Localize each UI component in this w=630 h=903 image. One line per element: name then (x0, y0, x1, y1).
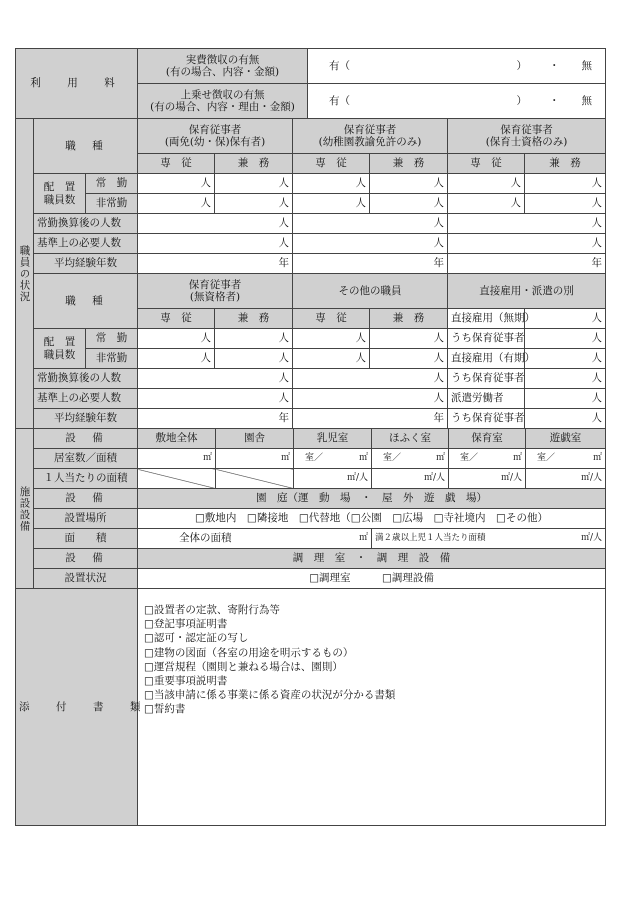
attachment-item[interactable]: □設置者の定款、寄附行為等 (144, 604, 280, 616)
input-cell[interactable]: 人 (138, 174, 215, 194)
col-building: 園舎 (216, 429, 294, 449)
attachment-item[interactable]: □登記事項証明書 (144, 618, 228, 631)
full-header: 専 従 (138, 309, 215, 329)
input-cell[interactable]: 人 (293, 369, 448, 389)
input-cell[interactable]: 人 (215, 174, 293, 194)
job-type-header: 職 種 (34, 119, 138, 174)
actual-fee-field[interactable]: 有（ ） ・ 無 (308, 49, 606, 84)
direct-indef-label: 直接雇用（無期） (448, 309, 525, 329)
input-cell[interactable]: ㎡ (216, 449, 294, 469)
input-cell[interactable]: 人 (215, 194, 293, 214)
input-cell[interactable]: 人 (138, 389, 293, 409)
input-cell[interactable]: ㎡ (138, 449, 216, 469)
attachment-item[interactable]: □重要事項説明書 (144, 674, 228, 687)
fees-table (15, 48, 606, 119)
col-kindergarten-license: 保育従事者 (幼稚園教諭免許のみ) (293, 119, 448, 154)
per-child-area-field[interactable]: 満２歳以上児１人当たり面積 ㎡/人 (372, 529, 606, 549)
input-cell[interactable]: 人 (138, 234, 293, 254)
required-label: 基準上の必要人数 (34, 389, 138, 409)
part-header: 兼 務 (215, 309, 293, 329)
actual-fee-label: 実費徴収の有無 (有の場合、内容・金額) (138, 49, 308, 84)
rooms-area-label: 居室数／面積 (34, 449, 138, 469)
input-cell[interactable]: ㎡/人 (526, 469, 606, 489)
of-which-label: うち保育従事者 (448, 329, 525, 349)
extra-fee-label: 上乗せ徴収の有無 (有の場合、内容・理由・金額) (138, 84, 308, 119)
input-cell[interactable]: ㎡/人 (294, 469, 372, 489)
input-cell[interactable]: 人 (525, 409, 606, 429)
col-infant-room: 乳児室 (294, 429, 372, 449)
placement-label-2: 配 置 職員数 (34, 329, 86, 369)
full-header: 専 従 (448, 154, 525, 174)
kitchen-options[interactable]: □調理室 □調理設備 (138, 569, 606, 589)
input-cell[interactable]: 人 (370, 174, 448, 194)
install-status-label: 設置状況 (34, 569, 138, 589)
input-cell[interactable]: 人 (525, 349, 606, 369)
input-cell[interactable]: 人 (525, 174, 606, 194)
input-cell[interactable]: 人 (525, 369, 606, 389)
input-cell[interactable]: 人 (138, 194, 215, 214)
garden-title: 園 庭（運 動 場 ・ 屋 外 遊 戯 場） (138, 489, 606, 509)
input-cell[interactable]: 人 (370, 329, 448, 349)
input-cell[interactable]: 年 (293, 409, 448, 429)
converted-label: 常勤換算後の人数 (34, 214, 138, 234)
part-header: 兼 務 (525, 154, 606, 174)
input-cell[interactable]: 人 (293, 214, 448, 234)
input-cell[interactable]: 人 (215, 349, 293, 369)
input-cell[interactable]: 人 (138, 214, 293, 234)
input-cell[interactable]: 室／ ㎡ (449, 449, 526, 469)
full-header: 専 従 (293, 309, 370, 329)
attachments-table (15, 588, 606, 826)
full-header: 専 従 (293, 154, 370, 174)
input-cell[interactable]: 人 (525, 194, 606, 214)
converted-label: 常勤換算後の人数 (34, 369, 138, 389)
of-which-label: うち保育従事者 (448, 409, 525, 429)
placement-label: 配 置 職員数 (34, 174, 86, 214)
of-which-label: うち保育従事者 (448, 369, 525, 389)
input-cell[interactable]: 人 (448, 174, 525, 194)
part-header: 兼 務 (370, 154, 448, 174)
equipment-header-2: 設 備 (34, 489, 138, 509)
input-cell[interactable]: 人 (525, 309, 606, 329)
col-playroom: 遊戯室 (526, 429, 606, 449)
staff-section-label: 職員の状況 (16, 119, 34, 429)
col-dual-license: 保育従事者 (両免(幼・保)保有者) (138, 119, 293, 154)
kitchen-title: 調 理 室 ・ 調 理 設 備 (138, 549, 606, 569)
input-cell[interactable]: 人 (525, 389, 606, 409)
attachments-label: 添 付 書 類 (16, 589, 138, 826)
input-cell[interactable]: 人 (293, 389, 448, 409)
facility-section-label: 施設設備 (16, 429, 34, 589)
staff-table (15, 118, 606, 429)
attachment-item[interactable]: □認可・認定証の写し (144, 632, 249, 645)
location-options[interactable]: □敷地内 □隣接地 □代替地（□公園 □広場 □寺社境内 □その他） (138, 509, 606, 529)
input-cell[interactable]: 人 (448, 194, 525, 214)
input-cell[interactable]: 人 (138, 349, 215, 369)
total-area-field[interactable]: 全体の面積 ㎡ (138, 529, 372, 549)
input-cell[interactable]: 人 (370, 349, 448, 369)
avg-years-label: 平均経験年数 (34, 409, 138, 429)
attachment-item[interactable]: □運営規程（園則と兼ねる場合は、園則） (144, 660, 343, 673)
input-cell[interactable]: 室／ ㎡ (294, 449, 372, 469)
avg-years-label: 平均経験年数 (34, 254, 138, 274)
input-cell[interactable]: 室／ ㎡ (526, 449, 606, 469)
col-employment-type: 直接雇用・派遣の別 (448, 274, 606, 309)
application-form (15, 48, 605, 826)
non-regular-label: 非常勤 (86, 194, 138, 214)
attachment-item[interactable]: □建物の図面（各室の用途を明示するもの） (144, 646, 354, 659)
input-cell[interactable]: 人 (525, 329, 606, 349)
input-cell[interactable]: 人 (293, 329, 370, 349)
col-site: 敷地全体 (138, 429, 216, 449)
input-cell[interactable]: 人 (448, 214, 606, 234)
diagonal-cell (216, 469, 294, 489)
area-label: 面 積 (34, 529, 138, 549)
input-cell[interactable]: 人 (138, 329, 215, 349)
part-header: 兼 務 (370, 309, 448, 329)
input-cell[interactable]: 人 (370, 194, 448, 214)
regular-label: 常 勤 (86, 174, 138, 194)
equipment-header-3: 設 備 (34, 549, 138, 569)
equipment-header: 設 備 (34, 429, 138, 449)
col-nursery-room: 保育室 (449, 429, 526, 449)
input-cell[interactable]: 人 (448, 234, 606, 254)
input-cell[interactable]: ㎡/人 (372, 469, 449, 489)
part-header: 兼 務 (215, 154, 293, 174)
attachment-item[interactable]: □当該申請に係る事業に係る資産の状況が分かる書類 (144, 689, 396, 702)
regular-label: 常 勤 (86, 329, 138, 349)
input-cell[interactable]: 年 (138, 254, 293, 274)
input-cell[interactable]: 人 (293, 194, 370, 214)
attachments-list (138, 589, 606, 826)
input-cell[interactable]: 人 (293, 174, 370, 194)
input-cell[interactable]: 人 (215, 329, 293, 349)
col-unlicensed: 保育従事者 (無資格者) (138, 274, 293, 309)
input-cell[interactable]: 人 (138, 369, 293, 389)
col-crawling-room: ほふく室 (372, 429, 449, 449)
full-header: 専 従 (138, 154, 215, 174)
input-cell[interactable]: 年 (448, 254, 606, 274)
attachment-item[interactable]: □誓約書 (144, 703, 186, 716)
input-cell[interactable]: 人 (293, 234, 448, 254)
diagonal-cell (138, 469, 216, 489)
col-other-staff: その他の職員 (293, 274, 448, 309)
input-cell[interactable]: 年 (293, 254, 448, 274)
input-cell[interactable]: 室／ ㎡ (372, 449, 449, 469)
input-cell[interactable]: ㎡/人 (449, 469, 526, 489)
col-nursery-license: 保育従事者 (保育士資格のみ) (448, 119, 606, 154)
fees-label: 利 用 料 (16, 49, 138, 119)
input-cell[interactable]: 年 (138, 409, 293, 429)
direct-def-label: 直接雇用（有期） (448, 349, 525, 369)
job-type-header-2: 職 種 (34, 274, 138, 329)
required-label: 基準上の必要人数 (34, 234, 138, 254)
location-label: 設置場所 (34, 509, 138, 529)
extra-fee-field[interactable]: 有（ ） ・ 無 (308, 84, 606, 119)
facility-table (15, 428, 606, 589)
per-person-label: １人当たりの面積 (34, 469, 138, 489)
dispatch-label: 派遣労働者 (448, 389, 525, 409)
non-regular-label: 非常勤 (86, 349, 138, 369)
input-cell[interactable]: 人 (293, 349, 370, 369)
